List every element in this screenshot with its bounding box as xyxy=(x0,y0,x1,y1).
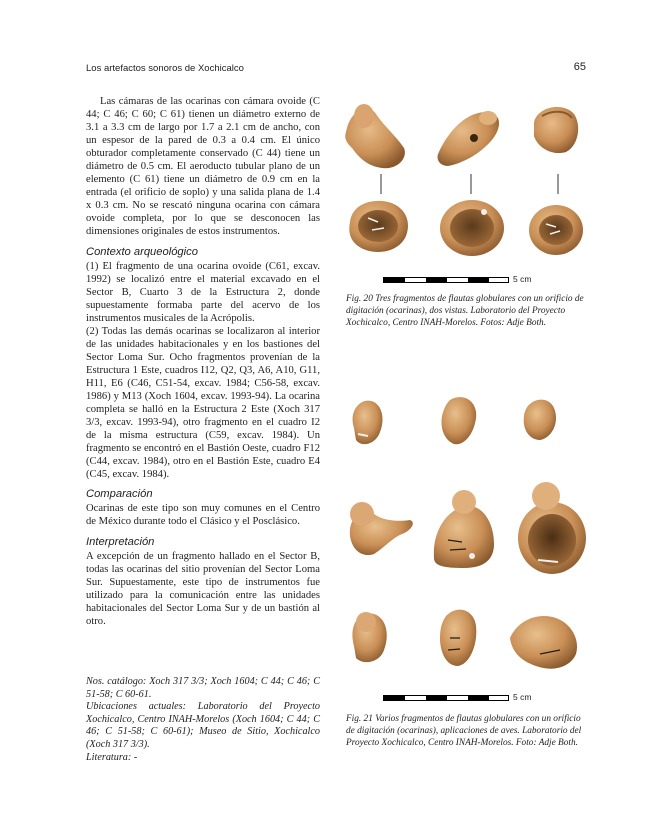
bird-fragment-8 xyxy=(440,610,476,666)
bird-fragment-7 xyxy=(352,612,386,662)
fig21-scale-bar xyxy=(383,692,543,704)
running-title: Los artefactos sonoros de Xochicalco xyxy=(86,63,244,74)
scale-bar-graphic xyxy=(383,695,509,701)
ocarina-fragment-3-interior xyxy=(529,205,583,255)
bird-fragment-1 xyxy=(353,401,383,445)
catalog-numbers: Nos. catálogo: Xoch 317 3/3; Xoch 1604; C 44; C 46; C 51-58; C 60-61. xyxy=(86,676,320,700)
scale-bar-graphic xyxy=(383,277,509,283)
ocarina-fragment-2-side xyxy=(437,111,499,166)
literature: Literatura: - xyxy=(86,751,138,763)
bird-fragment-9 xyxy=(510,616,577,669)
current-locations: Ubicaciones actuales: Laboratorio del Proyecto Xochicalco, Centro INAH-Morelos (Xoch 1604; C 44; C 46; C 51-58; C 60-61); Museo de Sitio, Xochicalco (Xoch 317 3/3). xyxy=(86,701,320,750)
paragraph-context-2: (2) Todas las demás ocarinas se localizaron al interior de las unidades habitacionales y en los bastiones del Sector Loma Sur. Ocho fragmentos provenían de la Estructura 1 Este, cuadros I12, Q2, Q3, A6, A10, G11, H11, E6 (C46, C51-54, excav. 1984; C56-58, excav. 1986) y M13 (Xoch 1604, excav. 1993-94). La ocarina completa se halló en la Estructura 2 Este (Xoch 317 3/3, excav. 1993-94), otro fragmento en el cuadro I2 de la misma estructura (C59, excav. 1984). Un fragmento se encontró en el Bastión Oeste, cuadro F12 (C44, excav. 1984), otro en el Bastión Este, cuadro E4 (C45, excav. 1984). xyxy=(86,325,320,481)
running-header xyxy=(86,61,586,75)
bird-fragment-2 xyxy=(442,397,477,444)
fig20-photograph xyxy=(338,92,586,262)
paragraph-comparison: Ocarinas de este tipo son muy comunes en el Centro de México durante todo el Clásico y el Posclásico. xyxy=(86,503,320,528)
scale-label: 5 cm xyxy=(513,692,532,702)
catalog-metadata xyxy=(86,676,320,764)
ocarina-fragment-1-interior xyxy=(349,201,408,252)
heading-contexto: Contexto arqueológico xyxy=(86,245,198,258)
fig21-caption xyxy=(346,713,586,749)
page-number: 65 xyxy=(573,61,586,73)
bird-fragment-5 xyxy=(434,490,494,568)
bird-fragment-4 xyxy=(350,502,413,555)
ocarina-fragment-1-side xyxy=(345,104,405,168)
ocarina-fragment-2-interior xyxy=(440,200,504,256)
paragraph-context-1: (1) El fragmento de una ocarina ovoide (C61, excav. 1992) se localizó entre el material excavado en el Sector B, Cuarto 3 de la Estructura 2, donde supuestamente formaba parte del acervo de los instrumentos musicales de la Acrópolis. xyxy=(86,260,320,324)
fig20-scale-bar xyxy=(383,274,543,286)
fig20-caption xyxy=(346,293,586,329)
bird-fragment-6 xyxy=(518,482,586,574)
paragraph-chambers: Las cámaras de las ocarinas con cámara ovoide (C 44; C 46; C 60; C 61) tienen un diámetro externo de 3.1 a 3.3 cm de largo por 1.7 a 2.1 cm de ancho, con un espesor de la pared de 0.3 a 0.4 cm. El único obturador completamente conservado (C 44) tiene un diámetro de 0.5 cm. El aeroducto tubular plano de un elemento (C 61) tiene un diámetro de 0.9 cm en la entrada (el orificio de soplo) y una salida plana de 1.4 x 0.3 cm. No se rescató ninguna ocarina con cámara ovoide completa, por lo que se desconocen las dimensiones originales de estos instrumentos. xyxy=(86,96,320,238)
heading-interpretacion: Interpretación xyxy=(86,535,155,548)
scale-label: 5 cm xyxy=(513,274,532,284)
fig21-caption-text: Varios fragmentos de flautas globulares con un orificio de digitación (ocarinas), aplicaciones de aves. Laboratorio del Proyecto Xochicalco, Centro INAH-Morelos. Foto: Adje Both. xyxy=(346,714,582,749)
ocarina-fragment-3-side xyxy=(534,107,578,153)
fig21-number: Fig. 21 xyxy=(346,714,373,724)
fig21-photograph xyxy=(340,388,588,680)
paragraph-interpretation: A excepción de un fragmento hallado en el Sector B, todas las ocarinas del sitio provenían del Sector Loma Sur. Supuestamente, este tipo de instrumentos fue utilizado para la comunicación entre las unidades habitacionales del Sector Loma Sur y de un bastión al otro. xyxy=(86,550,320,627)
fig20-number: Fig. 20 xyxy=(346,294,373,304)
main-text-column xyxy=(86,95,320,628)
bird-fragment-3 xyxy=(524,400,556,440)
heading-comparacion: Comparación xyxy=(86,488,153,501)
fig20-caption-text: Tres fragmentos de flautas globulares con un orificio de digitación (ocarinas), dos vistas. Laboratorio del Proyecto Xochicalco, Centro INAH-Morelos. Fotos: Adje Both. xyxy=(346,294,584,329)
